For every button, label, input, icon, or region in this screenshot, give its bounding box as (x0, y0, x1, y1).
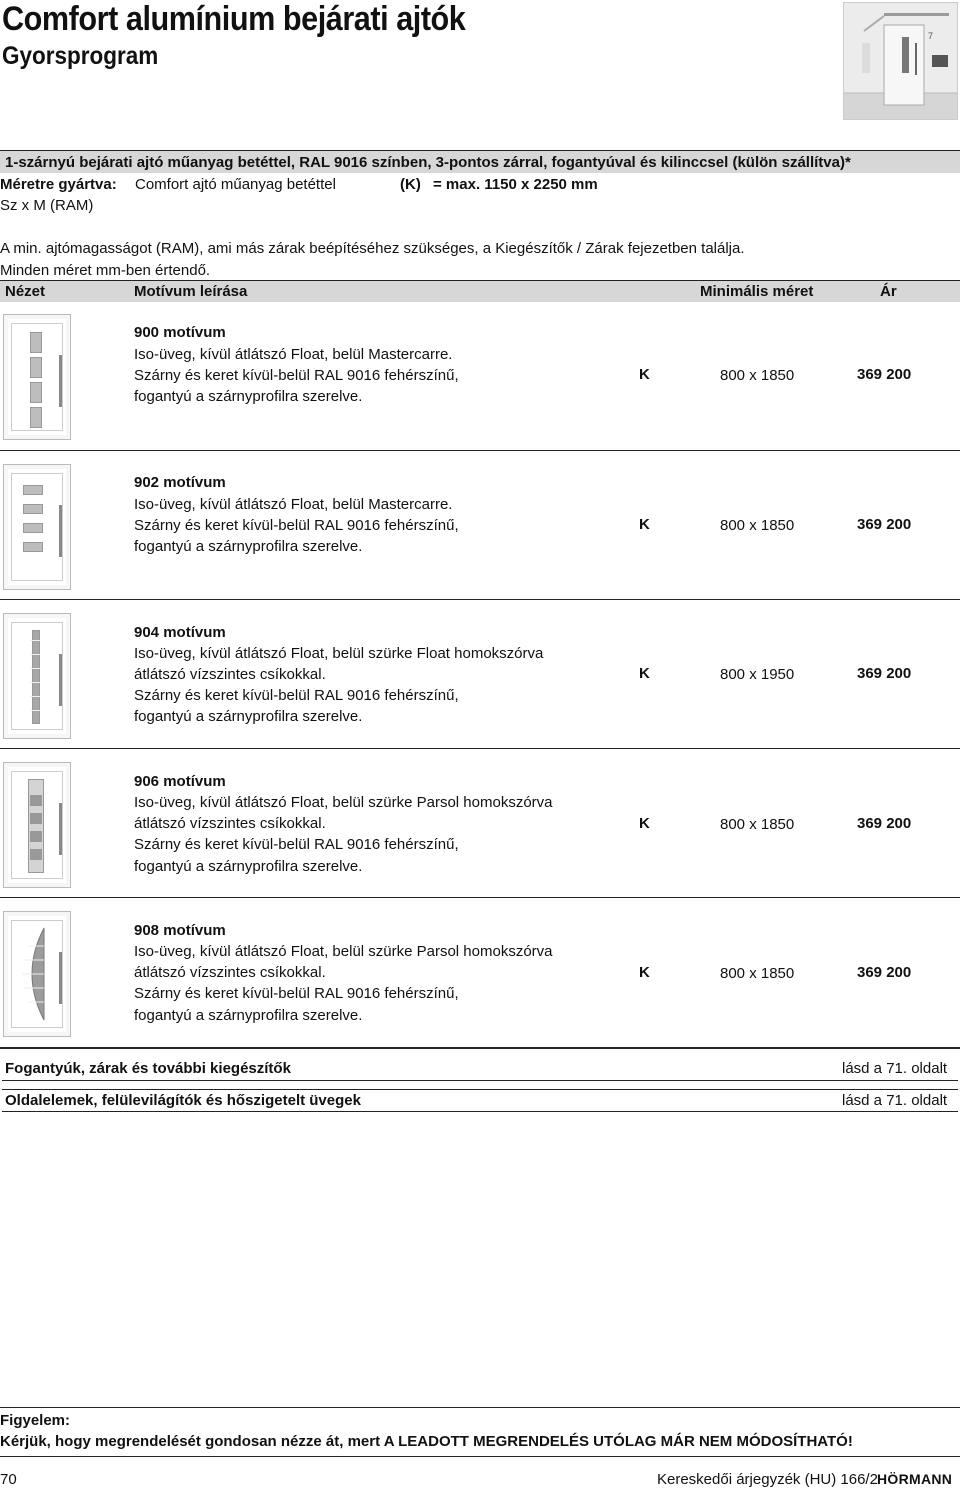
motif-desc-line: fogantyú a szárnyprofilra szerelve. (134, 388, 363, 405)
extras-ref-handles: lásd a 71. oldalt (842, 1060, 948, 1077)
row-divider (0, 450, 960, 451)
motif-desc-line: fogantyú a szárnyprofilra szerelve. (134, 1007, 363, 1024)
brand-logo: HÖRMANN (877, 1471, 953, 1487)
divider (0, 1407, 960, 1408)
row-price: 369 200 (857, 516, 912, 533)
motif-title: 900 motívum (134, 324, 226, 341)
page-subtitle: Gyorsprogram (2, 42, 159, 70)
motif-title: 902 motívum (134, 474, 226, 491)
k-max-size: = max. 1150 x 2250 mm (433, 176, 598, 193)
column-header-view: Nézet (5, 283, 46, 300)
k-label: (K) (400, 176, 421, 193)
divider (2, 1111, 958, 1112)
row-min-size: 800 x 1950 (720, 666, 795, 683)
row-type: K (639, 516, 650, 533)
motif-desc-line: átlátszó vízszintes csíkokkal. (134, 964, 326, 981)
section-heading: 1-szárnyú bejárati ajtó műanyag betéttel, RAL 9016 színben, 3-pontos zárral, fogantyúval és kilinccsel (külön szállítva)* (5, 154, 851, 171)
divider (0, 280, 960, 281)
warning-text: Kérjük, hogy megrendelését gondosan nézze át, mert A LEADOTT MEGRENDELÉS UTÓLAG MÁR NEM MÓDOSÍTHATÓ! (0, 1433, 853, 1450)
made-to-measure-label: Méretre gyártva: (0, 176, 117, 193)
motif-title: 904 motívum (134, 624, 226, 641)
motif-desc-line: Iso-üveg, kívül átlátszó Float, belül Mastercarre. (134, 496, 453, 513)
row-divider (0, 748, 960, 749)
size-unit-label: Sz x M (RAM) (0, 197, 94, 214)
divider (2, 1080, 958, 1081)
row-type: K (639, 366, 650, 383)
motif-desc-line: Iso-üveg, kívül átlátszó Float, belül Mastercarre. (134, 346, 453, 363)
motif-desc-line: átlátszó vízszintes csíkokkal. (134, 815, 326, 832)
motif-desc-line: Szárny és keret kívül-belül RAL 9016 fehérszínű, (134, 517, 459, 534)
extras-label-sidelights: Oldalelemek, felülevilágítók és hőszigetelt üvegek (5, 1092, 361, 1109)
row-price: 369 200 (857, 366, 912, 383)
motif-desc-line: Szárny és keret kívül-belül RAL 9016 fehérszínű, (134, 836, 459, 853)
motif-desc-line: fogantyú a szárnyprofilra szerelve. (134, 538, 363, 555)
row-min-size: 800 x 1850 (720, 367, 795, 384)
column-header-description: Motívum leírása (134, 283, 248, 300)
page-title: Comfort alumínium bejárati ajtók (2, 0, 466, 38)
row-price: 369 200 (857, 815, 912, 832)
unit-note: Minden méret mm-ben értendő. (0, 262, 211, 279)
row-type: K (639, 815, 650, 832)
door-photo (843, 2, 958, 120)
motif-desc-line: Szárny és keret kívül-belül RAL 9016 fehérszínű, (134, 367, 459, 384)
extras-label-handles: Fogantyúk, zárak és további kiegészítők (5, 1060, 291, 1077)
catalog-label: Kereskedői árjegyzék (HU) 166/2 (657, 1471, 878, 1488)
row-divider (0, 599, 960, 600)
row-price: 369 200 (857, 665, 912, 682)
motif-desc-line: átlátszó vízszintes csíkokkal. (134, 666, 326, 683)
extras-ref-sidelights: lásd a 71. oldalt (842, 1092, 948, 1109)
motif-desc-line: fogantyú a szárnyprofilra szerelve. (134, 858, 363, 875)
motif-desc-line: Iso-üveg, kívül átlátszó Float, belül szürke Parsol homokszórva (134, 943, 553, 960)
row-min-size: 800 x 1850 (720, 816, 795, 833)
door-thumbnail-906 (3, 762, 71, 888)
min-height-note: A min. ajtómagasságot (RAM), ami más zárak beépítéséhez szükséges, a Kiegészítők / Zárak fejezetben találja. (0, 240, 745, 257)
arched-glass-icon (18, 926, 50, 1022)
row-price: 369 200 (857, 964, 912, 981)
svg-text:7: 7 (928, 31, 934, 41)
column-header-price: Ár (880, 283, 897, 300)
motif-desc-line: Iso-üveg, kívül átlátszó Float, belül szürke Parsol homokszórva (134, 794, 553, 811)
row-type: K (639, 665, 650, 682)
divider (2, 1089, 958, 1090)
divider (0, 1047, 960, 1049)
door-thumbnail-902 (3, 464, 71, 590)
motif-desc-line: fogantyú a szárnyprofilra szerelve. (134, 708, 363, 725)
row-divider (0, 897, 960, 898)
row-min-size: 800 x 1850 (720, 517, 795, 534)
divider (0, 150, 960, 151)
door-thumbnail-908 (3, 911, 71, 1037)
motif-desc-line: Szárny és keret kívül-belül RAL 9016 fehérszínű, (134, 687, 459, 704)
door-thumbnail-900 (3, 314, 71, 440)
door-thumbnail-904 (3, 613, 71, 739)
page-number: 70 (0, 1471, 17, 1488)
row-min-size: 800 x 1850 (720, 965, 795, 982)
motif-title: 908 motívum (134, 922, 226, 939)
motif-desc-line: Szárny és keret kívül-belül RAL 9016 fehérszínű, (134, 985, 459, 1002)
motif-desc-line: Iso-üveg, kívül átlátszó Float, belül szürke Float homokszórva (134, 645, 544, 662)
row-type: K (639, 964, 650, 981)
made-to-measure-value: Comfort ajtó műanyag betéttel (135, 176, 336, 193)
motif-title: 906 motívum (134, 773, 226, 790)
column-header-min-size: Minimális méret (700, 283, 814, 300)
warning-title: Figyelem: (0, 1412, 71, 1429)
divider (0, 1456, 960, 1457)
